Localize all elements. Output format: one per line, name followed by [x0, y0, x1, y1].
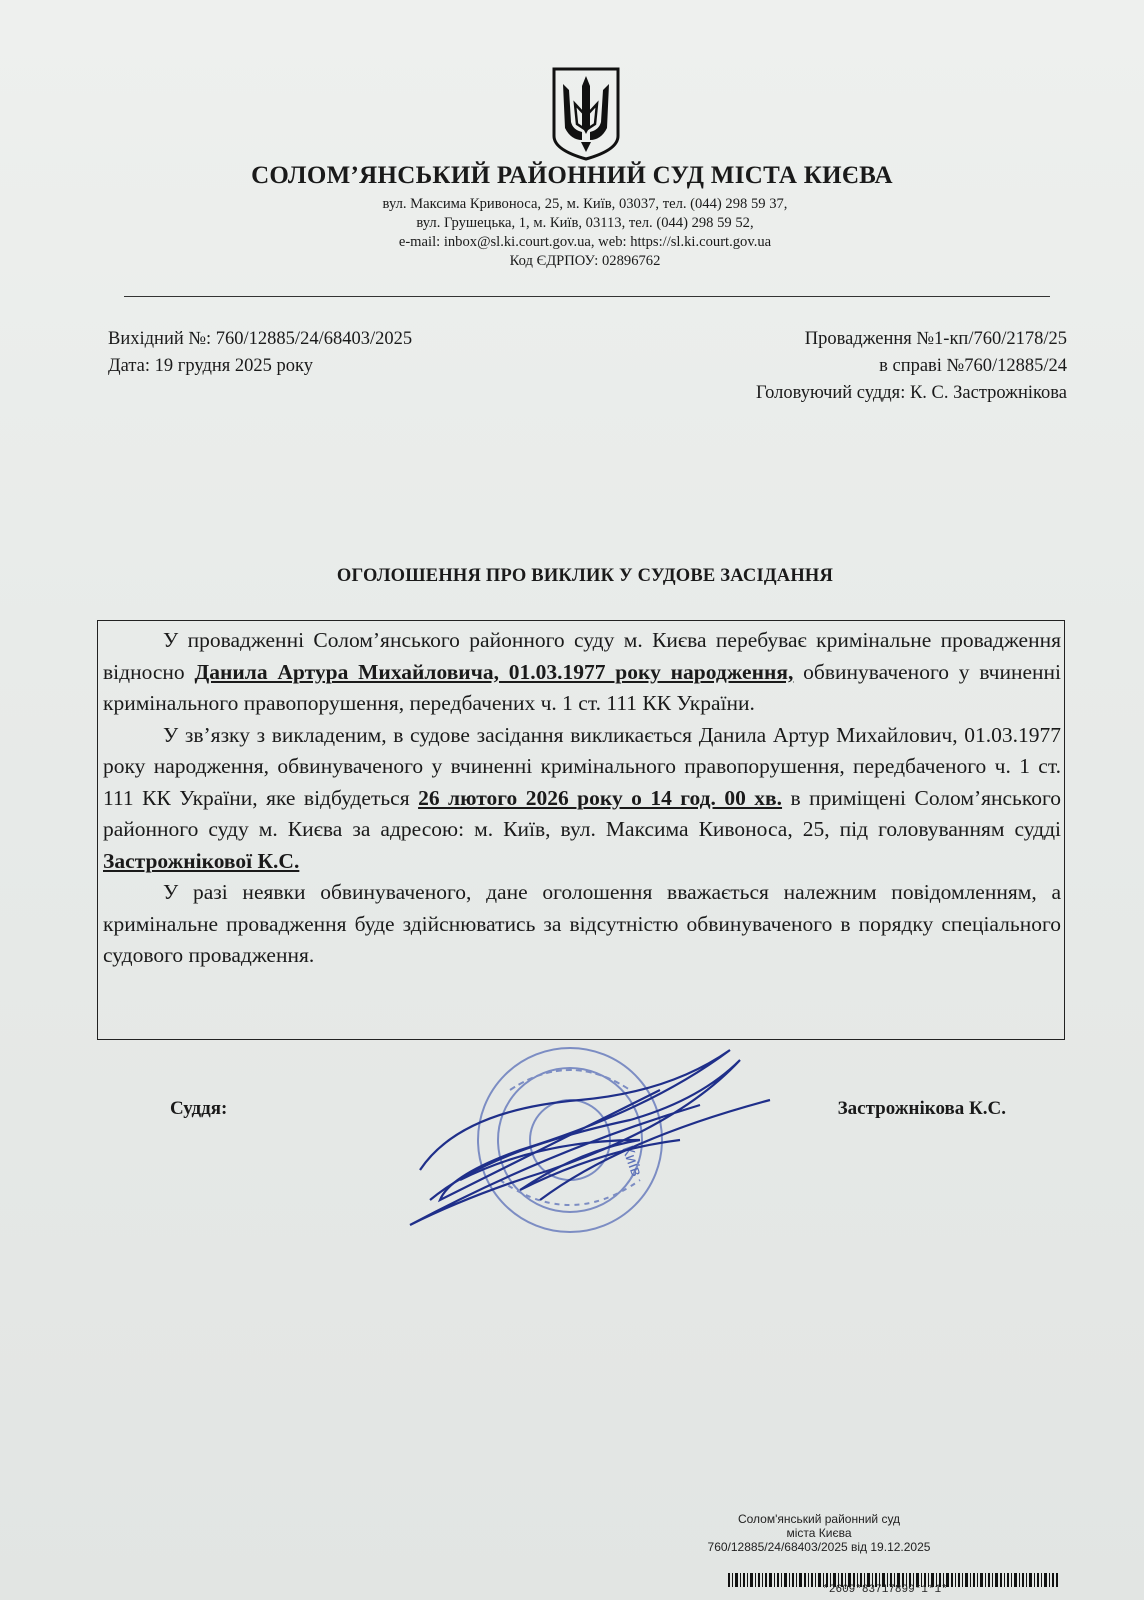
stamp-text: Київ [618, 1143, 645, 1179]
court-contacts [0, 195, 1144, 271]
footer-court-name: Солом'янський районний суд [737, 1512, 901, 1526]
notice-paragraph: У разі неявки обвинуваченого, дане оголошення вважається належним повідомленням, а кримінальне провадження буде здійснюватись за відсутністю обвинуваченого в порядку спеціального судового провадження. [103, 880, 1061, 967]
court-seal-and-signature [400, 1030, 790, 1270]
outgoing-meta [108, 326, 412, 380]
barcode-text: *2609*83717899*1*1* [822, 1584, 948, 1596]
header-divider [124, 296, 1050, 297]
paragraph-text: обвинуваченого у вчиненні кримінального правопорушення, передбачених ч. 1 ст. 111 КК України. [103, 659, 1062, 715]
contacts-line: e-mail: inbox@sl.ki.court.gov.ua, web: https://sl.ki.court.gov.ua [398, 234, 772, 250]
hearing-datetime: 26 лютого 2026 року о 14 год. 00 хв. [418, 785, 783, 810]
presiding-judge: Головуючий суддя: К. С. Застрожнікова [756, 383, 1067, 403]
case-meta [756, 326, 1067, 407]
address-line: вул. Максима Кривоноса, 25, м. Київ, 03037, тел. (044) 298 59 37, [382, 196, 788, 212]
case-number: в справі №760/12885/24 [879, 356, 1067, 376]
address-line: вул. Грушецька, 1, м. Київ, 03113, тел. (044) 298 59 52, [416, 215, 754, 231]
paragraph-text: У провадженні Солом’янського районного суду м. Києва перебуває кримінальне провадження відносно [103, 628, 1061, 684]
judge-label: Суддя: [170, 1098, 228, 1119]
edrpou-line: Код ЄДРПОУ: 02896762 [509, 253, 661, 269]
ukraine-trident-emblem-icon [551, 66, 621, 162]
registration-footer [654, 1512, 984, 1554]
court-name: СОЛОМ’ЯНСЬКИЙ РАЙОННИЙ СУД МІСТА КИЄВА [251, 162, 893, 189]
outgoing-date: Дата: 19 грудня 2025 року [108, 356, 313, 376]
notice-paragraph [103, 720, 1061, 878]
notice-box [97, 620, 1065, 1040]
notice-title: ОГОЛОШЕННЯ ПРО ВИКЛИК У СУДОВЕ ЗАСІДАННЯ [336, 566, 834, 586]
footer-registration: 760/12885/24/68403/2025 від 19.12.2025 [707, 1540, 931, 1554]
notice-paragraph [103, 625, 1061, 720]
outgoing-number: Вихідний №: 760/12885/24/68403/2025 [108, 329, 413, 349]
proceeding-number: Провадження №1-кп/760/2178/25 [804, 329, 1067, 349]
paragraph-text: в приміщені Солом’янського районного суду м. Києва за адресою: м. Київ, вул. Максима Кивоноса, 25, під головуванням судді [103, 785, 1061, 841]
judge-name-inline: Застрожнікової К.С. [103, 848, 300, 873]
footer-city: міста Києва [786, 1526, 852, 1540]
paragraph-text: У зв’язку з викладеним, в судове засідання викликається Данила Артур Михайлович, 01.03.1977 року народження, обвинуваченого у вчиненні кримінального правопорушення, передбаченого ч. 1 ст. 111 КК України, яке відбудеться [103, 722, 1061, 810]
defendant-name: Данила Артура Михайловича, 01.03.1977 року народження, [194, 659, 794, 684]
judge-signature-name: Застрожнікова К.С. [837, 1098, 1006, 1119]
